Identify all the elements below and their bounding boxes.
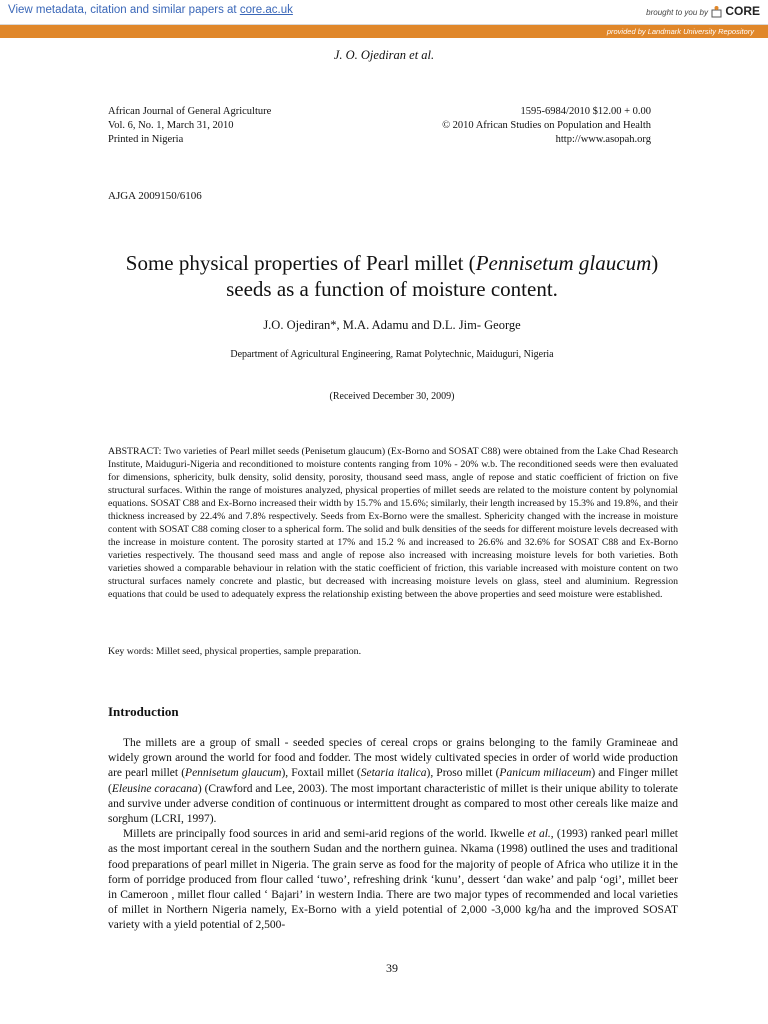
paragraph [108, 736, 678, 827]
p1-italic-2: Setaria italica [360, 767, 427, 780]
provided-by-bar [0, 25, 768, 38]
core-link[interactable]: core.ac.uk [239, 4, 293, 16]
p1-text-2: ), Foxtail millet ( [281, 767, 361, 780]
p1-text-5: ) (Crawford and Lee, 2003). The most important characteristic of millet is their unique ability to tolerate and survive under adverse condition of continuous or intermittent drought as compared to most other cereals like maize and sorghum (LCRI, 1997). [108, 782, 678, 826]
brought-to-you-by: brought to you by [646, 8, 708, 17]
journal-volume: Vol. 6, No. 1, March 31, 2010 [108, 120, 234, 131]
keywords: Key words: Millet seed, physical properties, sample preparation. [108, 646, 362, 657]
p2-italic-1: et al. [527, 828, 551, 841]
view-metadata-link[interactable] [8, 4, 293, 16]
authors: J.O. Ojediran*, M.A. Adamu and D.L. Jim- George [263, 318, 521, 332]
journal-info [108, 105, 271, 147]
publisher-url[interactable]: http://www.asopah.org [555, 134, 651, 145]
abstract: ABSTRACT: Two varieties of Pearl millet seeds (Penisetum glaucum) (Ex-Borno and SOSAT C88) were obtained from the Lake Chad Research Institute, Maiduguri-Nigeria and reconditioned to moisture contents ranging from 10% - 20% w.b. The reconditioned seeds were then evaluated for dimensions, sphericity, bulk density, solid density, porosity, thousand seed mass, angle of repose and static coefficient of friction on five structural surfaces. Within the range of moistures analyzed, physical properties of millet seeds are related to the moisture content by polynomial equations. SOSAT C88 and Ex-Borno increased their width by 15.7% and 15.6%; similarly, their length increased by 15.3% and 19.8%, and their thickness increased by 22.4% and 7.8% respectively. Seeds from Ex-Borno were the smallest. Sphericity changed with the increase in moisture content with SOSAT C88 coming closer to a spherical form. The solid and bulk densities of the seeds for different moisture levels decreased with the increase in moisture content. The porosity started at 17% and 15.2 % and increased to 26.6% and 32.6% for SOSAT C88 and Ex-Borno varieties respectively. The thousand seed mass and angle of repose also increased with increasing moisture levels for both varieties. Both varieties showed a comparable behaviour in relation with the static coefficient of friction, this variable increased with moisture content on two structural surfaces namely concrete and plastic, but decreased with increasing moisture levels on glass, steel and aluminium. Regression equations that could be used to adequately express the relationship existing between the above properties and seed moisture were established. [108, 446, 679, 600]
affiliation: Department of Agricultural Engineering, Ramat Polytechnic, Maiduguri, Nigeria [230, 349, 554, 360]
p2-text-1: Millets are principally food sources in arid and semi-arid regions of the world. Ikwelle [123, 828, 528, 841]
paper-title [108, 250, 676, 302]
metadata-link-prefix: View metadata, citation and similar papers at [8, 4, 240, 16]
core-banner [0, 0, 768, 25]
p1-text-3: ), Proso millet ( [426, 767, 500, 780]
p1-text-4: ) and Finger millet ( [108, 767, 678, 795]
copyright-line: © 2010 African Studies on Population and Health [442, 120, 651, 131]
p1-italic-3: Panicum miliaceum [499, 767, 592, 780]
title-part-2: ) seeds as a function of moisture content. [226, 251, 659, 301]
p1-italic-1: Pennisetum glaucum [185, 767, 282, 780]
title-species: Pennisetum glaucum [475, 251, 652, 275]
introduction-body [108, 736, 678, 934]
document-id: AJGA 2009150/6106 [108, 190, 202, 202]
p1-italic-4: Eleusine coracana [111, 782, 198, 795]
section-heading-introduction: Introduction [108, 704, 179, 719]
core-logo[interactable] [711, 4, 760, 18]
issn-price: 1595-6984/2010 $12.00 + 0.00 [520, 106, 651, 117]
received-date: (Received December 30, 2009) [329, 391, 455, 402]
page-number: 39 [386, 961, 398, 975]
core-logo-icon [711, 5, 722, 18]
p2-text-2: , (1993) ranked pearl millet as the most important cereal in the southern Sudan and the northern guinea. Nkama (1998) outlined the uses and traditional food preparations of pearl millet in Nigeria. The grain serve as food for the majority of people of Africa who utilize it in the form of porridge produced from flour called ‘tuwo’, refreshing drink ‘kunu’, dessert ‘dan wake’ and palp ‘ogi’, millet beer in Cameroon , millet flour called ‘ Bajari’ in western India. There are two major types of recommended and local varieties of millet in Northern Nigeria namely, Ex-Borno with a yield potential of 2,000 -3,000 kg/ha and the improved SOSAT variety with a yield potential of 2,500- [108, 828, 678, 932]
copyright-info [442, 105, 651, 147]
paragraph [108, 827, 678, 933]
provided-by-link[interactable]: provided by Landmark University Repository [606, 27, 754, 36]
core-logo-text: CORE [725, 4, 760, 18]
p1-text-1: The millets are a group of small - seeded species of cereal crops or grains belonging to the family Gramineae and widely grown around the world for food and fodder. The most widely cultivated species in order of world wide production are pearl millet ( [108, 737, 678, 780]
running-head: J. O. Ojediran et al. [333, 48, 435, 62]
journal-name: African Journal of General Agriculture [108, 106, 272, 117]
printed-in: Printed in Nigeria [108, 134, 184, 145]
title-part-1: Some physical properties of Pearl millet ( [125, 251, 476, 275]
